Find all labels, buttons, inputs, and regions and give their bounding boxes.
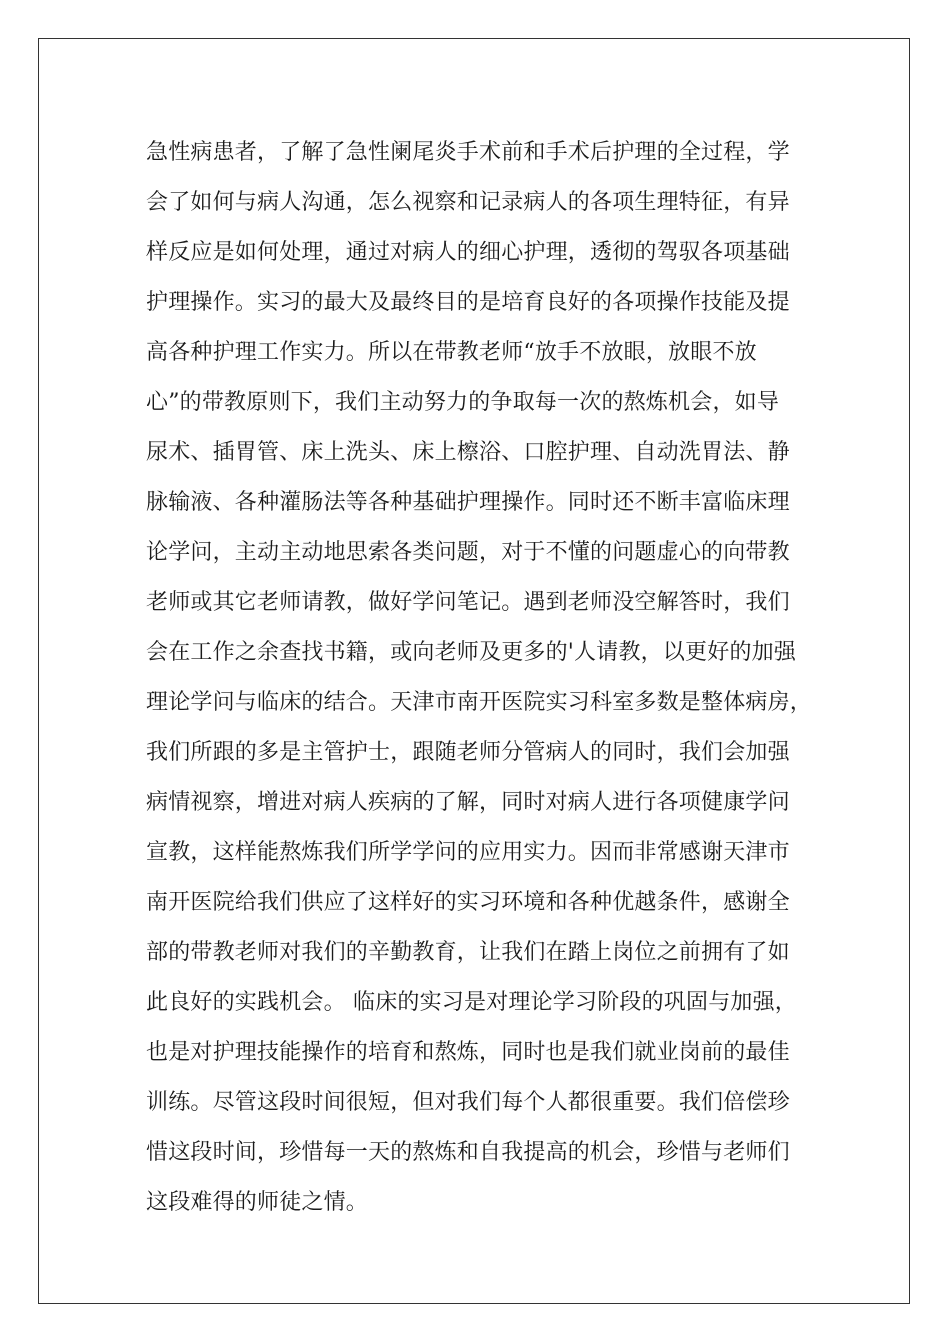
body-text	[146, 128, 826, 1228]
text-line: 也是对护理技能操作的培育和熬炼，同时也是我们就业岗前的最佳	[146, 1040, 790, 1065]
text-line: 论学问，主动主动地思索各类问题，对于不懂的问题虚心的向带教	[146, 540, 790, 565]
text-line: 会了如何与病人沟通，怎么视察和记录病人的各项生理特征，有异	[146, 190, 790, 215]
text-line: 病情视察，增进对病人疾病的了解，同时对病人进行各项健康学问	[146, 790, 790, 815]
text-line: 此良好的实践机会。 临床的实习是对理论学习阶段的巩固与加强，	[146, 990, 797, 1015]
text-line: 部的带教老师对我们的辛勤教育，让我们在踏上岗位之前拥有了如	[146, 940, 790, 965]
text-line: 急性病患者，了解了急性阑尾炎手术前和手术后护理的全过程，学	[146, 140, 790, 165]
text-line: 理论学问与临床的结合。天津市南开医院实习科室多数是整体病房，	[146, 690, 813, 715]
text-line: 样反应是如何处理，通过对病人的细心护理，透彻的驾驭各项基础	[146, 240, 790, 265]
text-line: 宣教，这样能熬炼我们所学学问的应用实力。因而非常感谢天津市	[146, 840, 790, 865]
text-line: 南开医院给我们供应了这样好的实习环境和各种优越条件，感谢全	[146, 890, 790, 915]
text-line: 这段难得的师徒之情。	[146, 1190, 369, 1215]
text-line: 高各种护理工作实力。所以在带教老师“放手不放眼，放眼不放	[146, 340, 757, 365]
text-line: 会在工作之余查找书籍，或向老师及更多的'人请教，以更好的加强	[146, 640, 797, 665]
text-line: 老师或其它老师请教，做好学问笔记。遇到老师没空解答时，我们	[146, 590, 790, 615]
text-line: 我们所跟的多是主管护士，跟随老师分管病人的同时，我们会加强	[146, 740, 790, 765]
text-line: 护理操作。实习的最大及最终目的是培育良好的各项操作技能及提	[146, 290, 790, 315]
text-line: 惜这段时间，珍惜每一天的熬炼和自我提高的机会，珍惜与老师们	[146, 1140, 790, 1165]
text-line: 心”的带教原则下，我们主动努力的争取每一次的熬炼机会，如导	[146, 390, 780, 415]
text-line: 训练。尽管这段时间很短，但对我们每个人都很重要。我们倍偿珍	[146, 1090, 790, 1115]
text-line: 脉输液、各种灌肠法等各种基础护理操作。同时还不断丰富临床理	[146, 490, 790, 515]
text-line: 尿术、插胃管、床上洗头、床上檫浴、口腔护理、自动洗胃法、静	[146, 440, 790, 465]
